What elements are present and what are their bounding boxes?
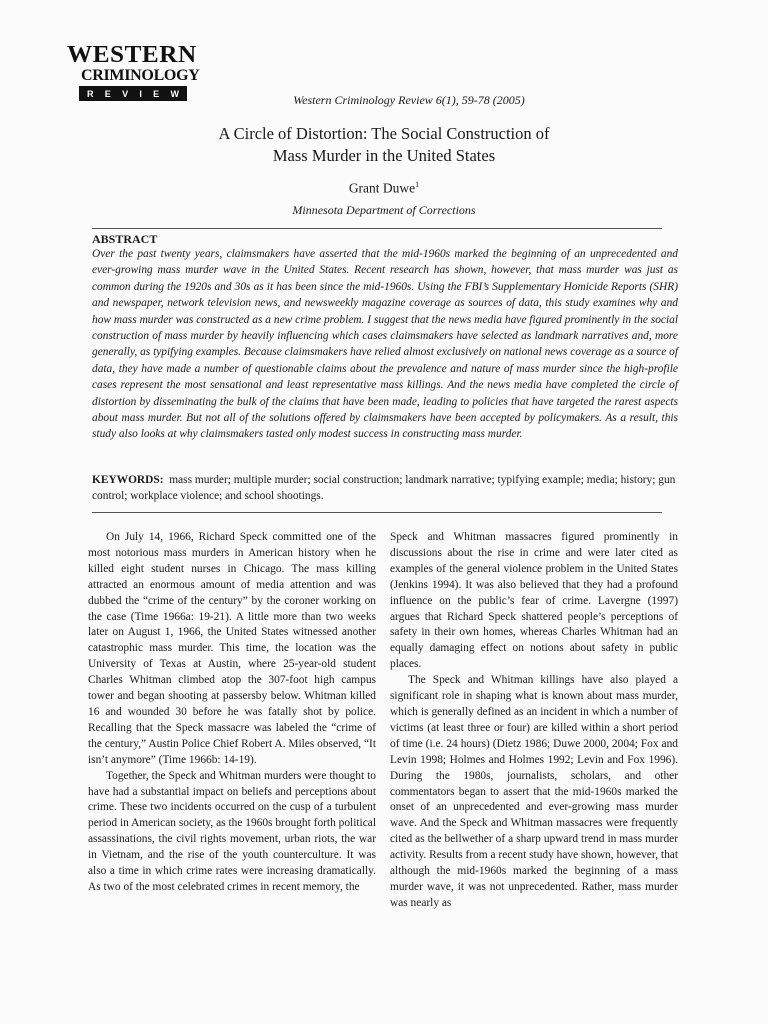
body-paragraph: On July 14, 1966, Richard Speck committed one of the most notorious mass murders in American history when he killed eight student nurses in Chicago. The mass killing attracted an enormous amount of media attention and was dubbed the “crime of the century” by the coroner working on the case (Time 1966a: 19-21). A little more than two weeks later on August 1, 1966, the United States witnessed another catastrophic mass murder. This time, the location was the University of Texas at Austin, where 25-year-old student Charles Whitman climbed atop the 307-foot high campus tower and began shooting at passersby below. Whitman killed 16 and wounded 30 before he was fatally shot by police. Recalling that the Speck massacre was labeled the “crime of the century,” Austin Police Chief Robert A. Miles observed, “It isn’t anymore” (Time 1966b: 14-19).: [88, 531, 376, 766]
divider-top: [92, 228, 662, 229]
logo-band-letter: R: [87, 88, 94, 99]
logo-band-letter: I: [139, 88, 142, 99]
author-affiliation: Minnesota Department of Corrections: [292, 203, 476, 217]
logo-band-letter: E: [104, 88, 111, 99]
journal-citation: Western Criminology Review 6(1), 59-78 (2005): [293, 93, 525, 107]
logo-band-letter: W: [170, 88, 179, 99]
author-footnote-mark: 1: [415, 180, 420, 189]
author: [0, 180, 768, 197]
abstract-text: Over the past twenty years, claimsmakers have asserted that the mid-1960s marked the beginning of an unprecedented and ever-growing mass murder wave in the United States. Recent research has shown, however, that mass murder was just as common during the 1920s and 30s as it has been since the mid-1960s. Using the FBI’s Supplementary Homicide Reports (SHR) and newspaper, network television news, and newsweekly magazine coverage as sources of data, this study examines why and how mass murder was constructed as a new crime problem. I suggest that the news media have figured prominently in the social construction of mass murder by heavily influencing which cases claimsmakers have selected as landmark narratives and, more generally, as typifying examples. Because claimsmakers have relied almost exclusively on national news coverage as a source of data, they have made a number of questionable claims about the prevalence and nature of mass murder since the high-profile cases represent the most sensational and least representative mass killings. And the news media have completed the circle of distortion by disseminating the bulk of the claims that have been made, leading to policies that have targeted the rarest aspects about mass murder. But not all of the solutions offered by claimsmakers have been accepted by policymakers. As a result, this study also looks at why claimsmakers tasted only modest success in constructing mass murder.: [92, 248, 678, 441]
abstract-heading: ABSTRACT: [92, 232, 158, 246]
body-paragraph: The Speck and Whitman killings have also played a significant role in shaping what is known about mass murder, which is generally defined as an incident in which a number of victims (at least three or four) are killed within a short period of time (i.e. 24 hours) (Dietz 1986; Duwe 2000, 2004; Fox and Levin 1998; Holmes and Holmes 1992; Levin and Fox 1996). During the 1980s, journalists, scholars, and other commentators began to assert that the mid-1960s marked the onset of an unprecedented and ever-growing mass murder wave. And the Speck and Whitman massacres were frequently cited as the bellwether of a sharp upward trend in mass murder activity. Results from a recent study have shown, however, that although the mid-1960s marked the beginning of a mass murder wave, it was not unprecedented. Rather, mass murder was nearly as: [390, 674, 678, 909]
keywords-text: mass murder; multiple murder; social construction; landmark narrative; typifying example; media; history; gun control; workplace violence; and school shootings.: [92, 474, 676, 503]
divider-bottom: [92, 512, 662, 513]
body-column-right: [390, 530, 678, 912]
title-line-1: A Circle of Distortion: The Social Construction of: [218, 124, 550, 143]
keywords: [92, 472, 678, 505]
body-paragraph: Together, the Speck and Whitman murders were thought to have had a substantial impact on beliefs and perceptions about crime. These two incidents occurred on the cusp of a turbulent period in American society, as the 1960s brought forth political assassinations, the civil rights movement, urban riots, the war in Vietnam, and the rise of the youth counterculture. It was also a time in which crime rates were increasing dramatically. As two of the most celebrated crimes in recent memory, the: [88, 769, 376, 893]
paper-title: [0, 123, 768, 167]
body-paragraph: Speck and Whitman massacres figured prominently in discussions about the rise in crime and were later cited as examples of the general violence problem in the United States (Jenkins 1994). It was also believed that they had a profound influence on the public’s fear of crime. Lavergne (1997) argues that Richard Speck shattered people’s perceptions of safety in their own homes, whereas Charles Whitman had an equally damaging effect on notions about safety in public places.: [390, 531, 678, 671]
keywords-label: KEYWORDS:: [92, 474, 164, 486]
logo-band-letter: E: [153, 88, 160, 99]
title-line-2: Mass Murder in the United States: [272, 146, 496, 165]
logo-band-letter: V: [122, 88, 129, 99]
logo-criminology: CRIMINOLOGY: [81, 67, 200, 84]
author-name: Grant Duwe: [348, 180, 416, 196]
logo-western: WESTERN: [67, 42, 197, 68]
body-column-left: [88, 530, 376, 896]
